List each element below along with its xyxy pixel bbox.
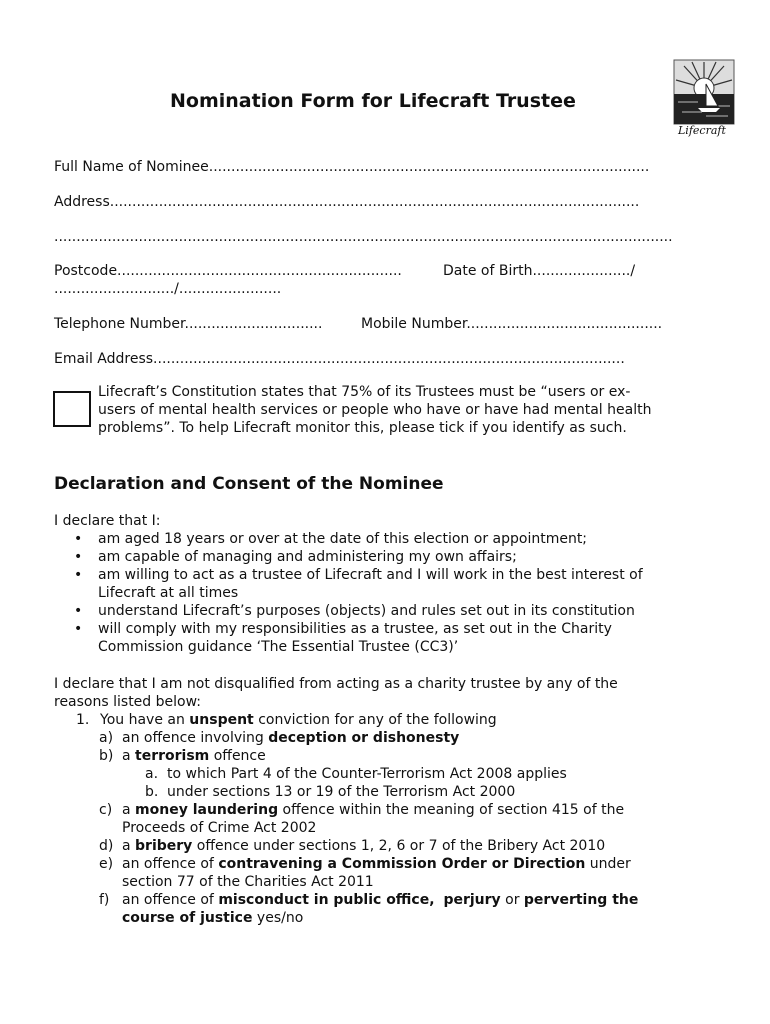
item-number: 1. <box>76 712 90 728</box>
sub-sub-label: b. <box>145 784 159 800</box>
item-1: You have an unspent conviction for any of the following <box>100 712 497 728</box>
sub-item-e-cont: section 77 of the Charities Act 2011 <box>122 874 374 890</box>
bullet-icon: • <box>74 531 83 547</box>
user-identify-checkbox[interactable] <box>53 391 91 427</box>
list-item: am willing to act as a trustee of Lifecraft and I will work in the best interest of <box>98 567 643 583</box>
dob-line2-field[interactable]: .........................../....................... <box>54 281 282 297</box>
bullet-icon: • <box>74 567 83 583</box>
page-title: Nomination Form for Lifecraft Trustee <box>170 90 576 112</box>
sub-item-f: an offence of misconduct in public office, perjury or perverting the <box>122 892 639 908</box>
sub-sub-label: a. <box>145 766 159 782</box>
telephone-field[interactable]: Telephone Number............................... <box>54 316 323 332</box>
sub-label: d) <box>99 838 114 854</box>
list-item-cont: Lifecraft at all times <box>98 585 239 601</box>
sub-item-b: a terrorism offence <box>122 748 266 764</box>
declaration-heading: Declaration and Consent of the Nominee <box>54 474 444 494</box>
sub-item-c: a money laundering offence within the meaning of section 415 of the <box>122 802 625 818</box>
sub-item-a: an offence involving deception or dishonesty <box>122 730 460 746</box>
list-item-cont: Commission guidance ‘The Essential Trustee (CC3)’ <box>98 639 459 655</box>
list-item: am capable of managing and administering my own affairs; <box>98 549 517 565</box>
address-field[interactable]: Address....................................................................................................................... <box>54 194 640 210</box>
sub-sub-item: under sections 13 or 19 of the Terrorism Act 2000 <box>167 784 516 800</box>
sub-label: b) <box>99 748 114 764</box>
sub-label: c) <box>99 802 113 818</box>
sub-item-d: a bribery offence under sections 1, 2, 6 or 7 of the Bribery Act 2010 <box>122 838 606 854</box>
disq-intro-cont: reasons listed below: <box>54 694 201 710</box>
list-item: will comply with my responsibilities as a trustee, as set out in the Charity <box>98 621 612 637</box>
sub-item-e: an offence of contravening a Commission Order or Direction under <box>122 856 631 872</box>
statement-line: users of mental health services or people who have or have had mental health <box>98 402 652 418</box>
statement-line: Lifecraft’s Constitution states that 75% of its Trustees must be “users or ex- <box>98 384 631 400</box>
bullet-icon: • <box>74 621 83 637</box>
sub-sub-item: to which Part 4 of the Counter-Terrorism Act 2008 applies <box>167 766 567 782</box>
bullet-icon: • <box>74 603 83 619</box>
full-name-field[interactable]: Full Name of Nominee................................................................................................... <box>54 159 650 175</box>
declare-intro: I declare that I: <box>54 513 161 529</box>
sub-item-f-cont[interactable]: course of justice yes/no <box>122 910 304 926</box>
dob-field[interactable]: Date of Birth....................../ <box>443 263 636 279</box>
email-field[interactable]: Email Address.......................................................................................................... <box>54 351 625 367</box>
lifecraft-logo <box>672 58 736 140</box>
postcode-field[interactable]: Postcode................................................................ <box>54 263 402 279</box>
mobile-field[interactable]: Mobile Number............................................ <box>361 316 663 332</box>
list-item: understand Lifecraft’s purposes (objects) and rules set out in its constitution <box>98 603 635 619</box>
sub-label: a) <box>99 730 114 746</box>
list-item: am aged 18 years or over at the date of this election or appointment; <box>98 531 588 547</box>
sub-item-c-cont: Proceeds of Crime Act 2002 <box>122 820 317 836</box>
bullet-icon: • <box>74 549 83 565</box>
statement-line: problems”. To help Lifecraft monitor this, please tick if you identify as such. <box>98 420 627 436</box>
disq-intro: I declare that I am not disqualified from acting as a charity trustee by any of the <box>54 676 618 692</box>
logo-text: Lifecraft <box>678 124 726 137</box>
sub-label: f) <box>99 892 110 908</box>
sub-label: e) <box>99 856 114 872</box>
address-line2-field[interactable]: ........................................................................................................................................... <box>54 229 673 245</box>
